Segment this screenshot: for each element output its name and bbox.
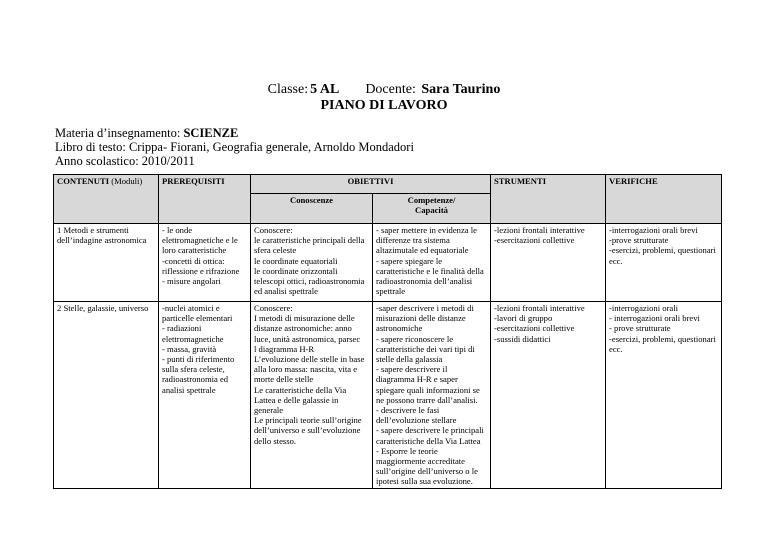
header-competenze: Competenze/ Capacità — [373, 194, 491, 224]
header-strumenti: STRUMENTI — [491, 175, 606, 224]
cell-strumenti: -lezioni frontali interattive -esercitazioni collettive — [491, 224, 606, 302]
docente-label: Docente: — [365, 82, 416, 97]
libro-line: Libro di testo: Crippa- Fiorani, Geografia generale, Arnoldo Mondadori — [55, 140, 414, 154]
work-plan-table — [53, 174, 722, 489]
cell-verifiche: -interrogazioni orali - interrogazioni orali brevi - prove strutturate -esercizi, problemi, questionari ecc. — [606, 302, 722, 489]
cell-verifiche: -interrogazioni orali brevi -prove strutturate -esercizi, problemi, questionari ecc. — [606, 224, 722, 302]
header-prerequisiti: PREREQUISITI — [159, 175, 251, 224]
header-contenuti — [54, 175, 159, 224]
header-verifiche: VERIFICHE — [606, 175, 722, 224]
cell-strumenti: -lezioni frontali interattive -lavori di gruppo -esercitazioni collettive -sussidi didattici — [491, 302, 606, 489]
materia-label: Materia d’insegnamento: — [55, 126, 181, 140]
cell-conoscenze: Conoscere: I metodi di misurazione delle distanze astronomiche: anno luce, unità astronomica, parsec l diagramma H-R L’evoluzione delle stelle in base alla loro massa: nascita, vita e morte delle stelle Le caratteristiche della Via Lattea e delle galassie in generale Le principali teorie sull’origine dell’universo e sull’evoluzione dello stesso. — [251, 302, 373, 489]
materia-value: SCIENZE — [183, 126, 239, 140]
header-contenuti-sub: (Moduli) — [111, 176, 143, 186]
cell-competenze: - saper mettere in evidenza le differenze tra sistema altazimutale ed equatoriale - sapere spiegare le caratteristiche e le finalità della radioastronomia dell’analisi spettrale — [373, 224, 491, 302]
header-conoscenze: Conoscenze — [251, 194, 373, 224]
classe-label: Classe: — [267, 82, 309, 97]
table-row — [54, 224, 722, 302]
cell-competenze: -saper descrivere i metodi di misurazioni delle distanze astronomiche - sapere riconoscere le caratteristiche dei vari tipi di stelle della galassia - sapere descrivere il diagramma H-R e saper spiegare quali informazioni se ne possono trarre dall’analisi. - descrivere le fasi dell’evoluzione stellare - sapere descrivere le principali caratteristiche della Via Lattea - Esporre le teorie maggiormente accreditate sull’origine dell’universo o le ipotesi sulla sua evoluzione. — [373, 302, 491, 489]
cell-conoscenze: Conoscere: le caratteristiche principali della sfera celeste le coordinate equatoriali le coordinate orizzontali telescopi ottici, radioastronomia ed analisi spettrale — [251, 224, 373, 302]
cell-prerequisiti: - le onde elettromagnetiche e le loro caratteristiche -concetti di ottica: riflessione e rifrazione - misure angolari — [159, 224, 251, 302]
document-meta — [55, 126, 414, 168]
cell-contenuti: 2 Stelle, galassie, universo — [54, 302, 159, 489]
header-contenuti-label: CONTENUTI — [57, 176, 110, 186]
materia-line — [55, 126, 414, 140]
anno-line: Anno scolastico: 2010/2011 — [55, 154, 195, 168]
classe-value: 5 AL — [310, 82, 340, 97]
cell-contenuti: 1 Metodi e strumenti dell’indagine astronomica — [54, 224, 159, 302]
header-obiettivi: OBIETTIVI — [251, 175, 491, 194]
header-line — [0, 82, 768, 98]
cell-prerequisiti: -nuclei atomici e particelle elementari - radiazioni elettromagnetiche - massa, gravità - punti di riferimento sulla sfera celeste, radioastronomia ed analisi spettrale — [159, 302, 251, 489]
docente-value: Sara Taurino — [421, 82, 501, 97]
table-row — [54, 302, 722, 489]
page-title: PIANO DI LAVORO — [320, 98, 448, 113]
